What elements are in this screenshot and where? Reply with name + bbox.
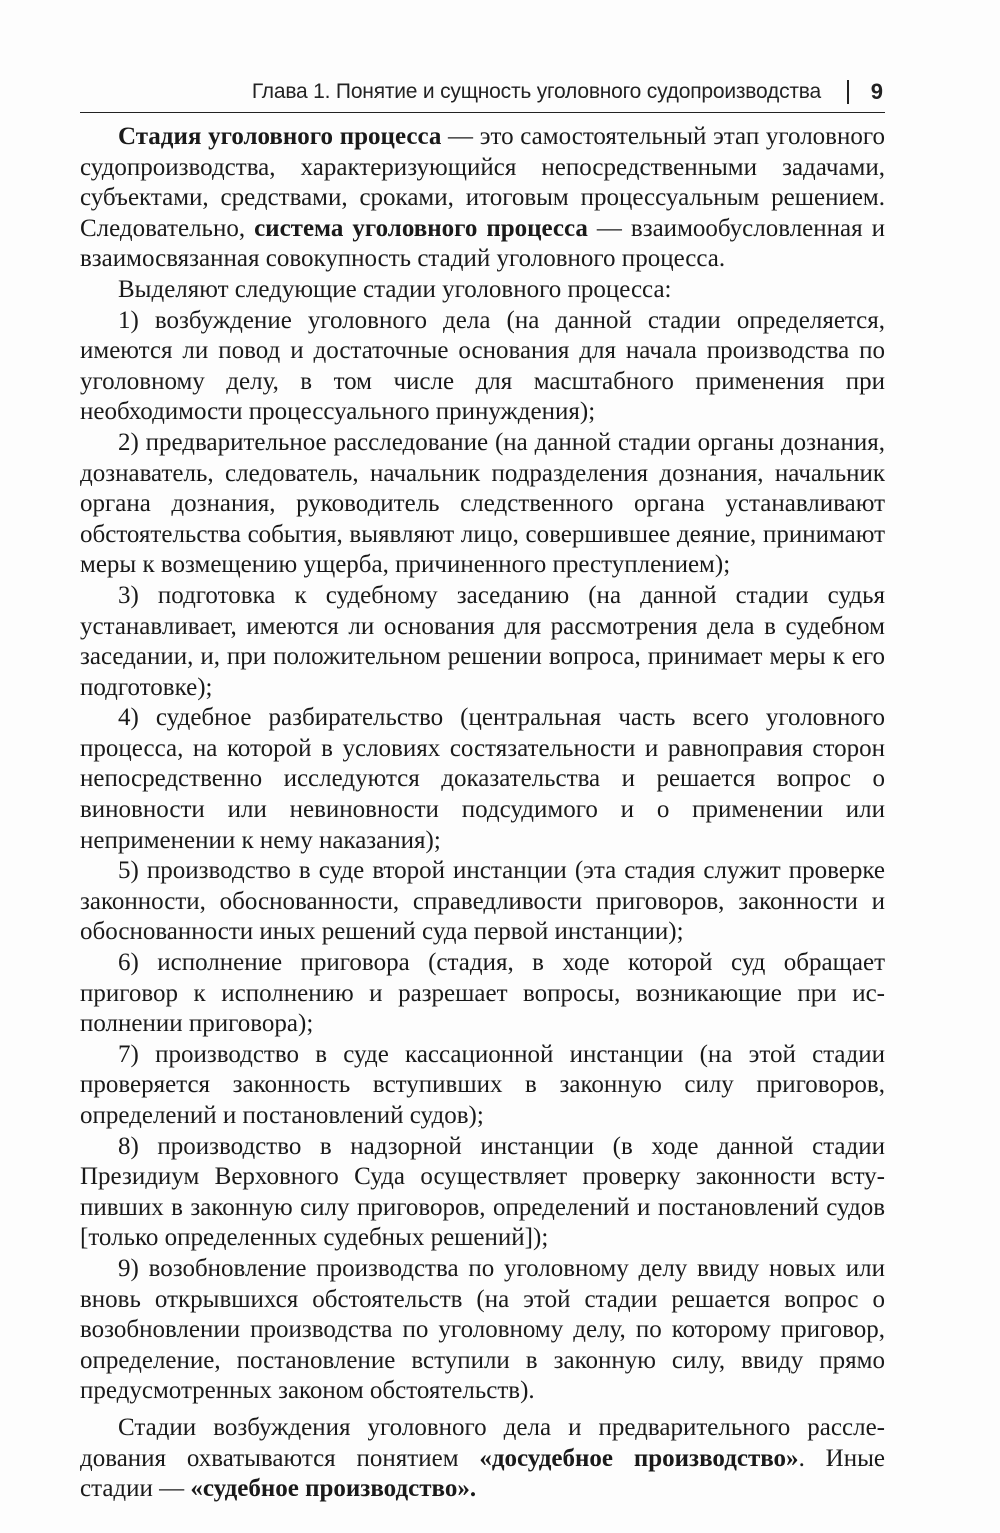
page-number: 9 xyxy=(870,79,883,104)
term-pretrial: «досудебное производство» xyxy=(479,1444,799,1472)
term-stage: Стадия уголовного процесса xyxy=(118,123,442,150)
stage-item-9: 9) возобновление производства по уголовному делу ввиду новых или вновь открывшихся обстоятельств (на этой стадии решается вопрос о возобновлении производства по уголовному делу, по которому приговор, определение, постановление вступили в законную силу, ввиду прямо предусмотренных законом обстоятельств). xyxy=(80,1254,885,1405)
term-trial: «судебное производство». xyxy=(190,1475,477,1503)
stage-item-8: 8) производство в надзорной инстанции (в ходе данной стадии Президиум Верховного Суда осуществляет проверку законности вступивших в законную силу приговоров, определений и постановлений судов [только определенных судебных решений]); xyxy=(80,1132,885,1252)
main-text xyxy=(80,122,885,1505)
stage-item-5: 5) производство в суде второй инстанции (эта стадия служит проверке законности, обоснованности, справедливости приговоров, законности и обоснованности иных решений суда первой инстанции); xyxy=(80,857,885,946)
paragraph-intro: Выделяют следующие стадии уголовного процесса: xyxy=(118,275,672,303)
stage-item-7: 7) производство в суде кассационной инстанции (на этой стадии проверяется законность вступивших в законную силу приговоров, определений и постановлений судов); xyxy=(80,1040,885,1129)
header-separator xyxy=(847,80,849,104)
stage-item-4: 4) судебное разбирательство (центральная часть всего уголовного процесса, на которой в условиях состязательности и равноправия сторон непосредственно исследуются доказательства и решается вопрос о виновности или невиновности подсудимого и о применении или неприменении к нему наказания); xyxy=(80,704,885,854)
stage-item-6: 6) исполнение приговора (стадия, в ходе которой суд обращает приговор к исполнению и разрешает вопросы, возникающие при исполнении приговора); xyxy=(80,949,885,1038)
running-header xyxy=(80,76,885,113)
stage-item-3: 3) подготовка к судебному заседанию (на данной стадии судья устанавливает, имеются ли основания для рассмотрения дела в судебном заседании, и, при положительном решении вопроса, принимает меры к его подготовке); xyxy=(80,581,885,701)
paragraph-text: . Иные стадии — xyxy=(80,1444,886,1503)
paragraph-definition xyxy=(80,122,885,275)
chapter-title: Глава 1. Понятие и сущность уголовного судопроизводства xyxy=(251,80,821,103)
paragraph-text: — это самостоятельный этап уголовного судопроизводства, характеризующийся непосредственными задачами, субъектами, средствами, сроками, итоговым процессуальным решением. Следовательно, xyxy=(80,123,885,242)
paragraph-text: — взаимообусловленная и взаимосвязанная совокупность стадий уголовного процесса. xyxy=(80,214,885,273)
term-system: система уголовного процесса xyxy=(254,214,588,242)
stage-item-2: 2) предварительное расследование (на данной стадии органы дознания, дознаватель, следователь, начальник подразделения дознания, начальник органа дознания, руководитель следственного органа устанавливают обстоятельства события, выявляют лицо, совершившее деяние, принимают меры к возмещению ущерба, причиненного преступлением); xyxy=(80,428,885,579)
stage-item-1: 1) возбуждение уголовного дела (на данной стадии определяется, имеются ли повод и достаточные основания для начала производства по уголовному делу, в том числе для масштабного применения при необходимости процессуального принуждения); xyxy=(80,306,885,426)
paragraph-text: Стадии возбуждения уголовного дела и предварительного расследования охватываются понятием xyxy=(80,1413,885,1472)
paragraph-conclusion xyxy=(80,1413,885,1505)
